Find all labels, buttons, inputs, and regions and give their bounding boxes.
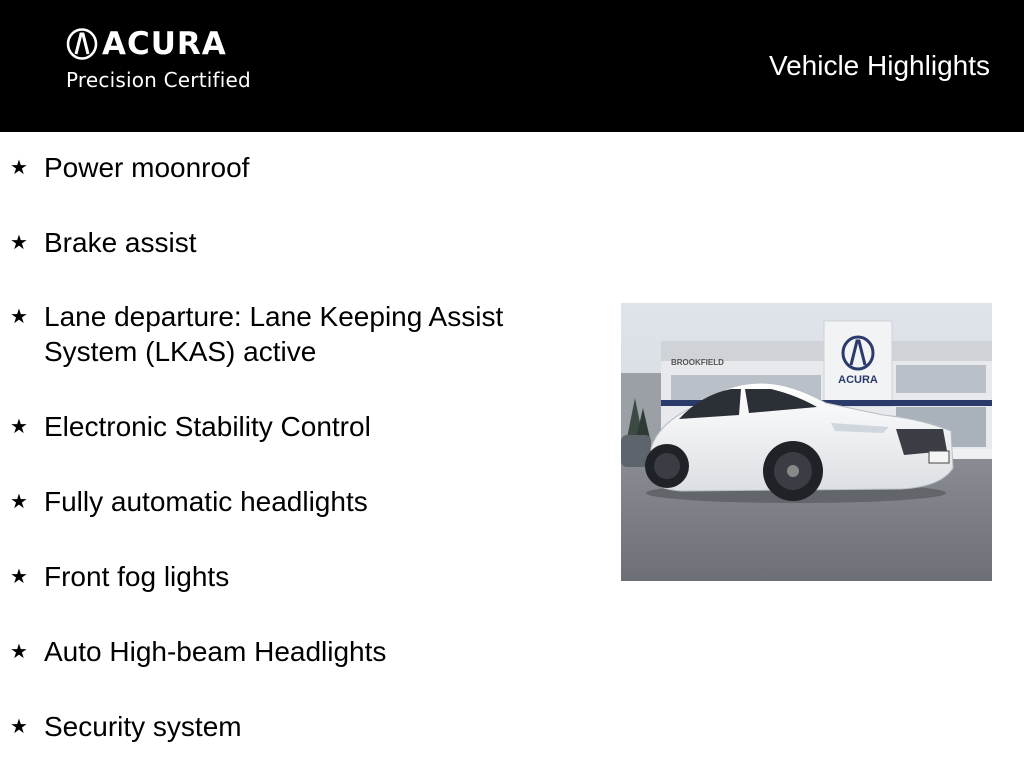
star-icon: ★	[10, 641, 28, 663]
brand-name: ACURA	[102, 26, 227, 62]
star-icon: ★	[10, 566, 28, 588]
list-item	[10, 225, 570, 261]
star-icon: ★	[10, 716, 28, 738]
store-sign: ACURA	[838, 374, 878, 386]
star-icon: ★	[10, 416, 28, 438]
list-item	[10, 409, 570, 445]
acura-emblem-icon	[66, 28, 98, 60]
star-icon: ★	[10, 157, 28, 179]
star-icon: ★	[10, 306, 28, 328]
list-item	[10, 634, 570, 670]
highlight-text: Security system	[44, 711, 242, 742]
list-item	[10, 150, 570, 186]
highlight-text: Power moonroof	[44, 152, 250, 183]
highlight-text: Lane departure: Lane Keeping Assist System (LKAS) active	[44, 301, 504, 367]
highlight-text: Brake assist	[44, 227, 197, 258]
highlight-text: Auto High-beam Headlights	[44, 636, 387, 667]
vehicle-photo-illustration	[621, 303, 992, 581]
star-icon: ★	[10, 491, 28, 513]
highlight-text: Front fog lights	[44, 561, 230, 592]
star-icon: ★	[10, 232, 28, 254]
list-item	[10, 299, 570, 369]
header-bar	[0, 0, 1024, 132]
page-title: Vehicle Highlights	[768, 50, 990, 81]
acura-logo	[66, 27, 276, 97]
list-item	[10, 559, 570, 595]
highlight-text: Electronic Stability Control	[44, 411, 371, 442]
vehicle-photo	[621, 303, 992, 581]
list-item	[10, 484, 570, 520]
list-item	[10, 709, 570, 745]
dealer-sign: BROOKFIELD	[671, 358, 724, 367]
highlight-text: Fully automatic headlights	[44, 486, 368, 517]
brand-subtitle: Precision Certified	[66, 68, 251, 92]
